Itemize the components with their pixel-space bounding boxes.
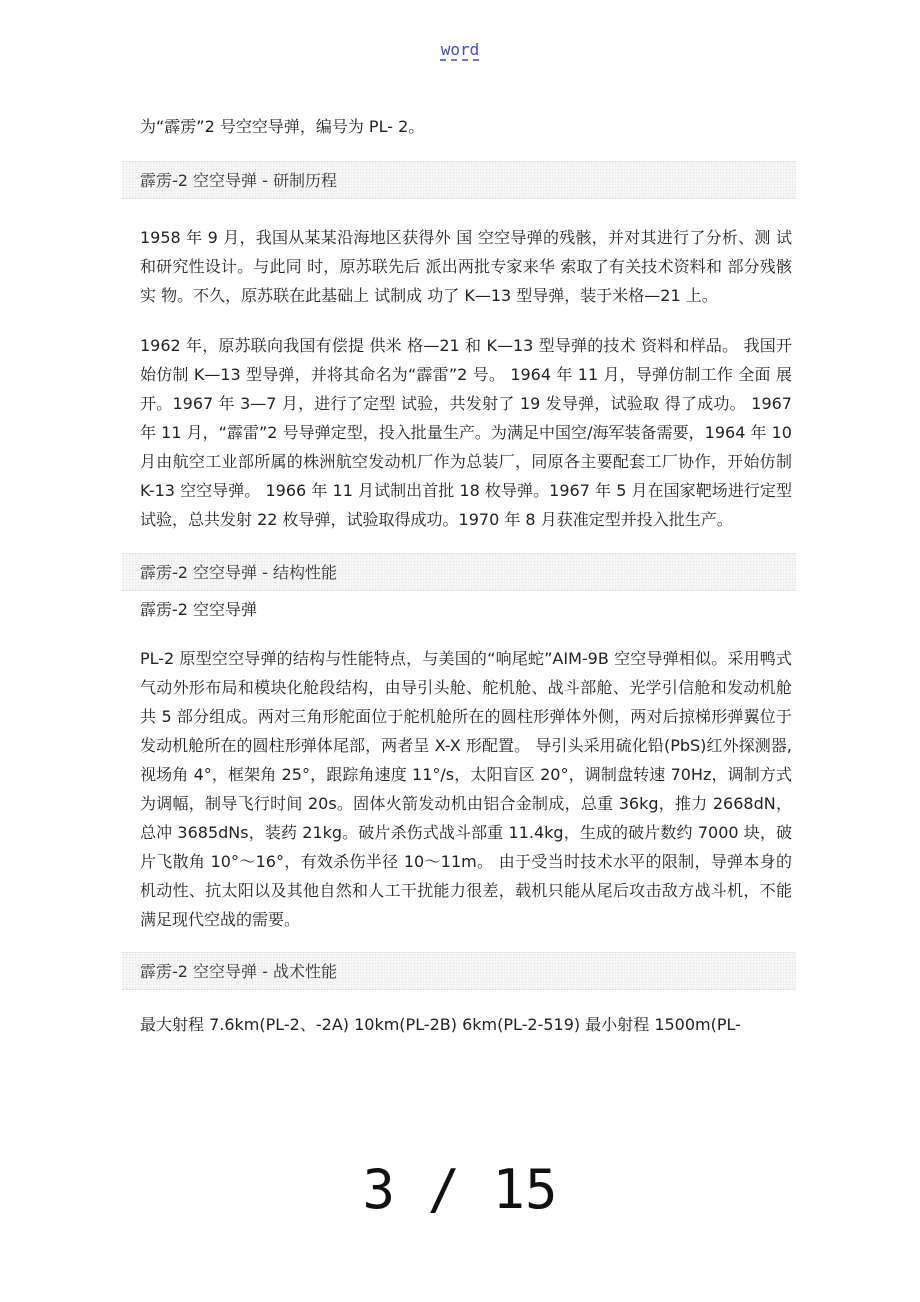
page-number: 3 / 15 [362,1158,558,1221]
paragraph-structure-details: PL-2 原型空空导弹的结构与性能特点，与美国的“响尾蛇”AIM-9B 空空导弹相似。采用鸭式气动外形布局和模块化舱段结构，由导引头舱、舵机舱、战斗部舱、光学引信舱和发动机舱共 5 部分组成。两对三角形舵面位于舵机舱所在的圆柱形弹体外侧，两对后掠梯形弹翼位于发动机舱所在的圆柱形弹体尾部，两者呈 X-X 形配置。 导引头采用硫化铅(PbS)红外探测器,视场角 4°，框架角 25°，跟踪角速度 11°/s，太阳盲区 20°，调制盘转速 70Hz，调制方式为调幅，制导飞行时间 20s。固体火箭发动机由铝合金制成，总重 36kg，推力 2668dN，总冲 3685dNs，装药 21kg。破片杀伤式战斗部重 11.4kg，生成的破片数约 7000 块，破片飞散角 10°～16°，有效杀伤半径 10～11m。 由于受当时技术水平的限制，导弹本身的机动性、抗太阳以及其他自然和人工干扰能力很差，载机只能从尾后攻击敌方战斗机，不能满足现代空战的需要。 [140,649,792,929]
section-heading-tactical-performance: 霹雳-2 空空导弹 - 战术性能 [122,952,796,990]
paragraph-subtitle: 霹雳-2 空空导弹 [140,600,258,619]
paragraph-tactical-range: 最大射程 7.6km(PL-2、-2A) 10km(PL-2B) 6km(PL-2-519) 最小射程 1500m(PL- [140,1015,741,1034]
header-word-link[interactable]: word [440,40,480,59]
paragraph-history-1962: 1962 年，原苏联向我国有偿提 供米 格—21 和 K—13 型导弹的技术 资料和样品。 我国开始仿制 K—13 型导弹，并将其命名为“霹雷”2 号。 1964 年 11 月，导弹仿制工作 全面 展开。1967 年 3—7 月，进行了定型 试验，共发射了 19 发导弹，试验取 得了成功。 1967 年 11 月，“霹雷”2 号导弹定型，投入批量生产。为满足中国空/海军装备需要，1964 年 10 月由航空工业部所属的株洲航空发动机厂作为总装厂，同原各主要配套工厂协作，开始仿制 K-13 空空导弹。 1966 年 11 月试制出首批 18 枚导弹。1967 年 5 月在国家靶场进行定型试验，总共发射 22 枚导弹，试验取得成功。1970 年 8 月获准定型并投入批生产。 [140,336,792,529]
section-heading-structure-performance: 霹雳-2 空空导弹 - 结构性能 [122,553,796,591]
section-heading-development-history: 霹雳-2 空空导弹 - 研制历程 [122,161,796,199]
paragraph-history-1958: 1958 年 9 月，我国从某某沿海地区获得外 国 空空导弹的残骸，并对其进行了分析、测 试和研究性设计。与此同 时，原苏联先后 派出两批专家来华 索取了有关技术资料和 部分残骸实 物。不久，原苏联在此基础上 试制成 功了 K—13 型导弹，装于米格—21 上。 [140,228,792,305]
paragraph-intro-fragment: 为“霹雳”2 号空空导弹，编号为 PL- 2。 [140,117,425,136]
document-body [140,112,792,1039]
